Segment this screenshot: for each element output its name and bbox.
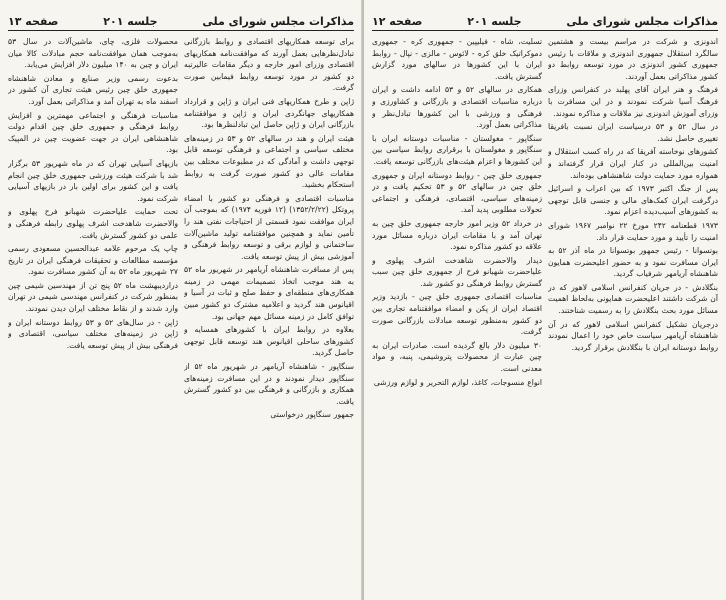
right-header-session: جلسه ۲۰۱ — [467, 15, 522, 28]
paragraph: مناسبات فرهنگی و اجتماعی مهمترین و افزایش روابط فرهنگی و جمهوری خلق چین اقدام دولت شاهنشاهی ایران در جهت عضویت چین در المپیک بود. — [8, 110, 178, 155]
right-page-column-right — [548, 36, 718, 596]
paragraph: در خرداد ۵۲ وزیر امور خارجه جمهوری خلق چین به تهران آمد و با مقامات ایران درباره مسائل مورد علاقه دو کشور مذاکره نمود. — [372, 218, 542, 252]
left-header-session: جلسه ۲۰۱ — [103, 15, 158, 28]
left-page-column-right — [184, 36, 354, 596]
paragraph: ژاپن - در سال‌های ۵۲ و ۵۳ روابط دوستانه ایران و ژاپن در زمینه‌های مختلف سیاسی، اقتصادی و فرهنگی بیش از پیش توسعه یافت. — [8, 317, 178, 350]
right-page-columns — [372, 36, 718, 596]
paragraph: سنگاپور - مغولستان - مناسبات دوستانه ایران با سنگاپور و مغولستان با برقراری روابط سیاسی بین این کشورها و اعزام هیئت‌های بازرگانی توسعه یافت. — [372, 133, 542, 166]
paragraph: بعلاوه در روابط ایران با کشورهای همسایه و کشورهای ساحلی اقیانوس هند توسعه قابل توجهی حاصل گردید. — [184, 325, 354, 358]
paragraph: جمهوری خلق چین - روابط دوستانه ایران و جمهوری خلق چین در سالهای ۵۲ و ۵۳ تحکیم یافت و در زمینه‌های سیاسی، اقتصادی، فرهنگی و اجتماعی تحولات مطلوبی پدید آمد. — [372, 170, 542, 215]
paragraph: هیئت ایران و هند در سالهای ۵۲ و ۵۳ در زمینه‌های مختلف سیاسی و اجتماعی و فرهنگی توسعه قابل توجهی داشت و آمادگی که در مطبوعات مختلف بین مقامات عالی دو کشور صورت گرفت به روابط استحکام بخشید. — [184, 133, 354, 190]
paragraph: بوتسوانا - رئیس جمهور بوتسوانا در ماه آذر ۵۲ به ایران مسافرت نمود و به حضور اعلیحضرت همایون شاهنشاه آریامهر شرفیاب گردید. — [548, 246, 718, 279]
paragraph: دراردیبهشت ماه ۵۲ پنج تن از مهندسین شیمی چین بمنظور شرکت در کنفرانس مهندسی شیمی در تهران وارد شدند و از نقاط مختلف ایران دیدن نمودند. — [8, 280, 178, 314]
paragraph: انواع منسوجات، کاغذ، لوازم التحریر و لوازم ورزشی — [373, 377, 542, 387]
paragraph: چاپ یک مرحوم علامه عبدالحسین مسعودی رسمی مؤسسه مطالعات و تحقیقات فرهنگی ایران در تاریخ ۲۷ شهریور ماه ۵۲ به آن کشور مسافرت نمود. — [8, 244, 178, 277]
paragraph: بدعوت رسمی وزیر صنایع و معادن شاهنشاه جمهوری خلق چین رئیس هیئت تجاری آن کشور در اسفند ماه به تهران آمد و مذاکراتی بعمل آورد. — [8, 73, 178, 106]
paragraph: در سال ۵۲ و ۵۳ درسیاست ایران‌ نسبت بافریقا تغییری حاصل نشد. — [548, 122, 718, 143]
left-page — [0, 0, 362, 600]
left-page-header — [8, 8, 354, 31]
paragraph: تحت حمایت علیاحضرت شهبانو فرح پهلوی و والاحضرت شاهدخت اشرف پهلوی رابطه فرهنگی و علمی دو کشور گسترش یافت. — [8, 207, 178, 240]
right-page-column-left — [372, 36, 542, 596]
paragraph: ۱۹۷۳ قطعنامه ۲۴۲ مورخ ۲۲ نوامبر ۱۹۶۷ شورای امنیت را تأیید و مورد حمایت قرار داد. — [548, 220, 718, 242]
paragraph: ژاپن و طرح همکاریهای فنی ایران و ژاپن و قرارداد همکاریهای جهانگردی ایران و ژاپن و موافقتنامه بازرگانی ایران و ژاپن حاصل این تبادلنظرها بود. — [184, 96, 354, 130]
paragraph: محصولات فلزی، چای، ماشین‌آلات در سال ۵۳ به‌موجب همان موافقت‌نامه حجم مبادلات کالا میان ایران و چین به ۱۴۰ میلیون دلار افزایش می‌یابد. — [8, 37, 178, 70]
right-page — [364, 0, 726, 600]
paragraph: برای توسعه همکاریهای اقتصادی و روابط بازرگانی تبادل‌نظرهایی بعمل آورند که موافقت‌نامه همکاریهای اقتصادی وزرای امور خارجه و دیگر مقامات عالیرتبه دو کشور در مورد توسعه روابط فیمابین صورت گرفت. — [184, 37, 354, 93]
right-header-page-number: صفحه ۱۲ — [372, 15, 423, 28]
paragraph: پس از جنگ اکتبر ۱۹۷۳ که بین اعراب و اسرائیل درگرفت ایران کمک‌های مالی و جنسی قابل توجهی به کشورهای آسیب‌دیده اعزام نمود. — [548, 184, 718, 217]
right-page-header — [372, 8, 718, 31]
paragraph: ۳۰ میلیون دلار بالغ گردیده است. صادرات ایران به چین عبارت از محصولات پتروشیمی، پنبه، و مواد معدنی است. — [372, 340, 542, 374]
paragraph: همکاری در سالهای ۵۲ و ۵۳ ادامه داشت و ایران درباره مناسبات اقتصادی و بازرگانی و کشاورزی و فرهنگی و ورزشی با این کشورها تبادل‌نظر و مذاکراتی بعمل آورد. — [372, 85, 542, 130]
paragraph: بنگلادش - در جریان کنفرانس اسلامی لاهور که در آن شرکت داشتند اعلیحضرت همایونی به‌لحاظ اهمیت مسائل مورد بحث بنگلادش را به رسمیت شناختند. — [548, 282, 718, 316]
right-header-title: مذاکرات مجلس شورای ملی — [566, 15, 718, 28]
paragraph: جمهور سنگاپور درخواستی — [270, 410, 354, 420]
paragraph: سنگاپور - شاهنشاه آریامهر در شهریور ماه ۵۲ از سنگاپور دیدار نمودند و در این مسافرت زمینه‌های همکاری و بازرگانی و فرهنگی بین دو کشور گسترش یافت. — [184, 362, 354, 406]
left-header-page-number: صفحه ۱۳ — [8, 15, 59, 28]
left-page-column-left — [8, 36, 178, 596]
paragraph: فرهنگ و هنر ایران آقای پهلبد در کنفرانس وزرای فرهنگ آسیا شرکت نمودند و در این مسافرت با وزرای آموزش اندونزی نیز ملاقات و مذاکره نمودند. — [548, 85, 718, 118]
left-page-columns — [8, 36, 354, 596]
paragraph: کشورهای نوخاسته آفریقا که در راه کسب استقلال و امنیت بین‌المللی در کنار ایران قرار گرفته‌اند و همواره مورد حمایت دولت شاهنشاهی بوده‌اند. — [548, 147, 718, 180]
paragraph: درجریان تشکیل کنفرانس اسلامی لاهور که در آن شاهنشاه آریامهر سیاست خاص خود را اعمال نمودند روابط دوستانه ایران با بنگلادش برقرار گردید. — [548, 319, 718, 352]
paragraph: دیدار والاحضرت شاهدخت اشرف پهلوی و علیاحضرت شهبانو فرح از جمهوری خلق چین سبب گسترش روابط فرهنگی دو کشور شد. — [372, 255, 542, 288]
paragraph: تسلیت، شاه - فیلیپین - جمهوری کره - جمهوری دموکراتیک خلق کره - لائوس - مالزی - نپال - روابط ایران با این کشورها در سالهای مورد گزارش گسترش یافت. — [372, 37, 542, 81]
paragraph: بازیهای آسیایی تهران که در ماه شهریور ۵۳ برگزار شد با شرکت هیئت ورزشی جمهوری خلق چین انجام یافت و این کشور برای اولین بار در بازیهای آسیایی شرکت نمود. — [8, 158, 178, 203]
left-header-title: مذاکرات مجلس شورای ملی — [202, 15, 354, 28]
paragraph: اندونزی و شرکت در مراسم بیست و هشتمین سالگرد استقلال جمهوری اندونزی و ملاقات با رئیس جمهوری کشور اندونزی در مورد توسعه روابط دو کشور مذاکراتی بعمل آوردند. — [548, 37, 718, 81]
paragraph: پس از مسافرت شاهنشاه آریامهر در شهریور ماه ۵۲ به هند موجب اتخاذ تصمیمات مهمی در زمینه همکاری‌های منطقه‌ای و حفظ صلح و ثبات در آسیا و اقیانوس هند گردید و اعلامیه مشترک دو کشور مبین توافق کامل در زمینه مسائل مهم جهانی بود. — [184, 265, 354, 321]
paragraph: مناسبات اقتصادی جمهوری خلق چین - بازدید وزیر اقتصاد ایران از پکن و امضاء موافقتنامه تجاری بین دو کشور به‌منظور توسعه مبادلات بازرگانی صورت گرفت. — [372, 292, 542, 337]
paragraph: مناسبات اقتصادی و فرهنگی دو کشور با امضاء پروتکل (۱۳۵۲/۲/۲۲) (۱۲ فوریه ۱۹۷۴) که بموجب آن ایران موافقت نمود قسمتی از احتیاجات نفتی هند را تأمین نماید و همچنین موافقتنامه تولید ماشین‌آلات ساختمانی و لوازم برقی و توسعه روابط فرهنگی و آموزشی بیش از پیش توسعه یافت. — [184, 193, 354, 261]
